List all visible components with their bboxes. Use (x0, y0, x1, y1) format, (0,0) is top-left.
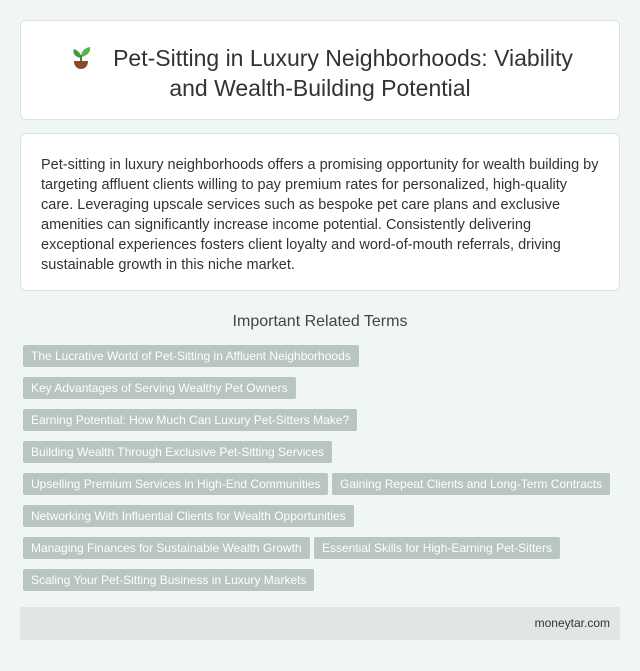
related-term-tag[interactable]: Gaining Repeat Clients and Long-Term Contracts (332, 473, 610, 495)
page-title (21, 43, 619, 103)
title-line-1: Pet-Sitting in Luxury Neighborhoods: Viability (113, 45, 573, 71)
related-terms-heading: Important Related Terms (232, 313, 408, 330)
title-card (20, 20, 620, 120)
related-term-tag[interactable]: Upselling Premium Services in High-End Communities (23, 473, 328, 495)
title-line-2: and Wealth-Building Potential (169, 75, 471, 101)
related-term-tag[interactable]: Essential Skills for High-Earning Pet-Sitters (314, 537, 560, 559)
summary-text: Pet-sitting in luxury neighborhoods offers a promising opportunity for wealth building by targeting affluent clients willing to pay premium rates for personalized, high-quality care. Leveraging upscale services such as bespoke pet care plans and exclusive amenities can significantly increase income potential. Consistently delivering exceptional experiences fosters client loyalty and word-of-mouth referrals, driving sustainable growth in this niche market. (41, 157, 599, 273)
related-term-tag[interactable]: Scaling Your Pet-Sitting Business in Luxury Markets (23, 569, 314, 591)
related-term-tag[interactable]: The Lucrative World of Pet-Sitting in Affluent Neighborhoods (23, 345, 359, 367)
related-term-tag[interactable]: Networking With Influential Clients for Wealth Opportunities (23, 505, 354, 527)
footer-site-link[interactable]: moneytar.com (534, 616, 610, 630)
title-row (21, 43, 619, 103)
related-term-tag[interactable]: Managing Finances for Sustainable Wealth Growth (23, 537, 310, 559)
sprout-icon (67, 44, 95, 70)
related-term-tag[interactable]: Earning Potential: How Much Can Luxury Pet-Sitters Make? (23, 409, 357, 431)
related-term-tag[interactable]: Building Wealth Through Exclusive Pet-Sitting Services (23, 441, 332, 463)
summary-card (20, 133, 620, 291)
related-term-tag[interactable]: Key Advantages of Serving Wealthy Pet Owners (23, 377, 296, 399)
footer (20, 607, 620, 640)
